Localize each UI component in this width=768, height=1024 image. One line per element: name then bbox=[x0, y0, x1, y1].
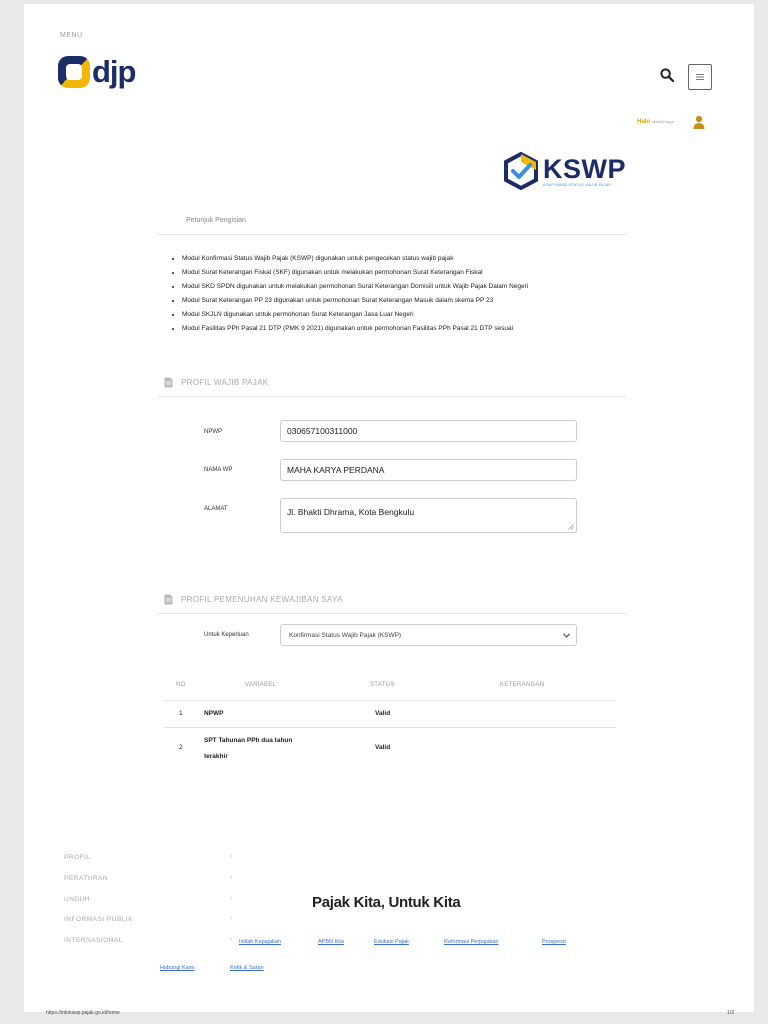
instructions-list bbox=[172, 252, 632, 336]
hamburger-menu-button[interactable] bbox=[688, 64, 712, 90]
row-number: 1 bbox=[179, 710, 183, 717]
list-item: • Modul Fasilitas PPh Pasal 21 DTP (PMK 9 2021) digunakan untuk permohonan Fasilitas PPh Pasal 21 DTP sesuai bbox=[182, 322, 632, 336]
tab-instructions[interactable]: Petunjuk Pengisian bbox=[186, 217, 246, 224]
chevron-right-icon: › bbox=[230, 936, 233, 943]
divider bbox=[158, 234, 626, 235]
list-item: • Modul SKD SPDN digunakan untuk melakukan permohonan Surat Keterangan Domisili untuk Wajib Pajak Dalam Negeri bbox=[182, 280, 632, 294]
kswp-logo-text: KSWP bbox=[543, 153, 626, 184]
npwp-label: NPWP bbox=[204, 429, 222, 435]
footer-nav-label: INFORMASI PUBLIK bbox=[64, 916, 134, 923]
row-variable: NPWP bbox=[204, 710, 224, 717]
npwp-value: 030657100311000 bbox=[287, 426, 358, 436]
footer-tagline: Pajak Kita, Untuk Kita bbox=[312, 894, 461, 911]
taxpayer-name-value: MAHA KARYA PERDANA bbox=[287, 465, 385, 475]
print-footer bbox=[46, 1010, 734, 1020]
greeting-text: Halo bbox=[637, 119, 651, 125]
chevron-down-icon bbox=[563, 633, 570, 638]
footer-link-istilah-kepajakan[interactable]: Istilah Kepajakan bbox=[239, 939, 281, 945]
section-heading-compliance bbox=[164, 594, 343, 605]
chevron-right-icon: › bbox=[230, 853, 233, 860]
kswp-shield-icon bbox=[503, 152, 539, 190]
djp-logo[interactable] bbox=[58, 56, 136, 88]
footer-nav-label: INTERNASIONAL bbox=[64, 937, 123, 944]
column-header: KETERANGAN bbox=[500, 682, 545, 688]
resize-grip-icon[interactable] bbox=[568, 524, 574, 530]
print-page-number: 1/2 bbox=[727, 1010, 734, 1016]
column-header: VARIABEL bbox=[245, 682, 277, 688]
user-name: Maha Karya bbox=[652, 119, 674, 124]
footer-nav-label: PERATURAN bbox=[64, 875, 109, 882]
footer-link-prosperat[interactable]: Prosperat bbox=[542, 939, 566, 945]
address-textarea[interactable] bbox=[280, 498, 577, 533]
footer-nav-label: PROFIL bbox=[64, 854, 91, 861]
document-icon bbox=[164, 594, 173, 605]
purpose-selected-value: Konfirmasi Status Wajib Pajak (KSWP) bbox=[289, 631, 402, 639]
print-url: https://infokswp.pajak.go.id/home bbox=[46, 1010, 120, 1016]
purpose-label: Untuk Keperluan bbox=[204, 632, 249, 638]
djp-logo-text: djp bbox=[92, 54, 136, 89]
footer-nav-label: UNDUH bbox=[64, 896, 90, 903]
footer-link-edukasi-pajak[interactable]: Edukasi Pajak bbox=[374, 939, 409, 945]
section-title: PROFIL WAJIB PAJAK bbox=[181, 378, 269, 387]
row-number: 2 bbox=[179, 744, 183, 751]
list-item: • Modul SKJLN digunakan untuk permohonan Surat Keterangan Jasa Luar Negeri bbox=[182, 308, 632, 322]
page bbox=[24, 4, 754, 1012]
chevron-right-icon: › bbox=[230, 874, 233, 881]
list-item: • Modul Konfirmasi Status Wajib Pajak (KSWP) digunakan untuk pengecekan status wajib pajak bbox=[182, 252, 632, 266]
row-variable: SPT Tahunan PPh dua tahun bbox=[204, 737, 293, 744]
purpose-select[interactable] bbox=[280, 624, 577, 646]
kswp-logo bbox=[503, 152, 626, 190]
divider bbox=[158, 613, 626, 614]
footer-link-hubungi-kami[interactable]: Hubungi Kami bbox=[160, 965, 195, 971]
chevron-right-icon: › bbox=[230, 915, 233, 922]
divider bbox=[164, 700, 616, 701]
kswp-logo-subtitle: KONFIRMASI STATUS WAJIB PAJAK bbox=[543, 182, 612, 187]
list-item: • Modul Surat Keterangan PP 23 digunakan untuk permohonan Surat Keterangan Masuk dalam skema PP 23 bbox=[182, 294, 632, 308]
footer-link-kritik-saran[interactable]: Kritik & Saran bbox=[230, 965, 264, 971]
address-label: ALAMAT bbox=[204, 506, 228, 512]
section-title: PROFIL PEMENUHAN KEWAJIBAN SAYA bbox=[181, 595, 343, 604]
chevron-right-icon: › bbox=[230, 895, 233, 902]
menu-label[interactable]: MENU bbox=[60, 32, 83, 39]
section-heading-profile bbox=[164, 377, 268, 388]
divider bbox=[164, 727, 616, 728]
user-greeting[interactable] bbox=[637, 119, 674, 125]
divider bbox=[158, 396, 626, 397]
document-icon bbox=[164, 377, 173, 388]
name-label: NAMA WP bbox=[204, 467, 233, 473]
search-icon[interactable] bbox=[660, 68, 674, 82]
address-value: Jl. Bhakti Dhrama, Kota Bengkulu bbox=[287, 507, 415, 517]
row-status: Valid bbox=[375, 710, 391, 717]
column-header: STATUS bbox=[370, 682, 395, 688]
user-icon[interactable] bbox=[693, 115, 705, 129]
footer-link-apbn-kita[interactable]: APBN Kita bbox=[318, 939, 344, 945]
column-header: NO bbox=[176, 682, 186, 688]
list-item: • Modul Surat Keterangan Fiskal (SKF) digunakan untuk melakukan permohonan Surat Keterangan Fiskal bbox=[182, 266, 632, 280]
djp-logo-mark bbox=[58, 56, 90, 88]
npwp-field[interactable] bbox=[280, 420, 577, 442]
taxpayer-name-field[interactable] bbox=[280, 459, 577, 481]
row-status: Valid bbox=[375, 744, 391, 751]
row-variable-line2: terakhir bbox=[204, 753, 228, 760]
hamburger-icon bbox=[695, 73, 705, 81]
footer-link-reformasi-perpajakan[interactable]: Reformasi Perpajakan bbox=[444, 939, 499, 945]
